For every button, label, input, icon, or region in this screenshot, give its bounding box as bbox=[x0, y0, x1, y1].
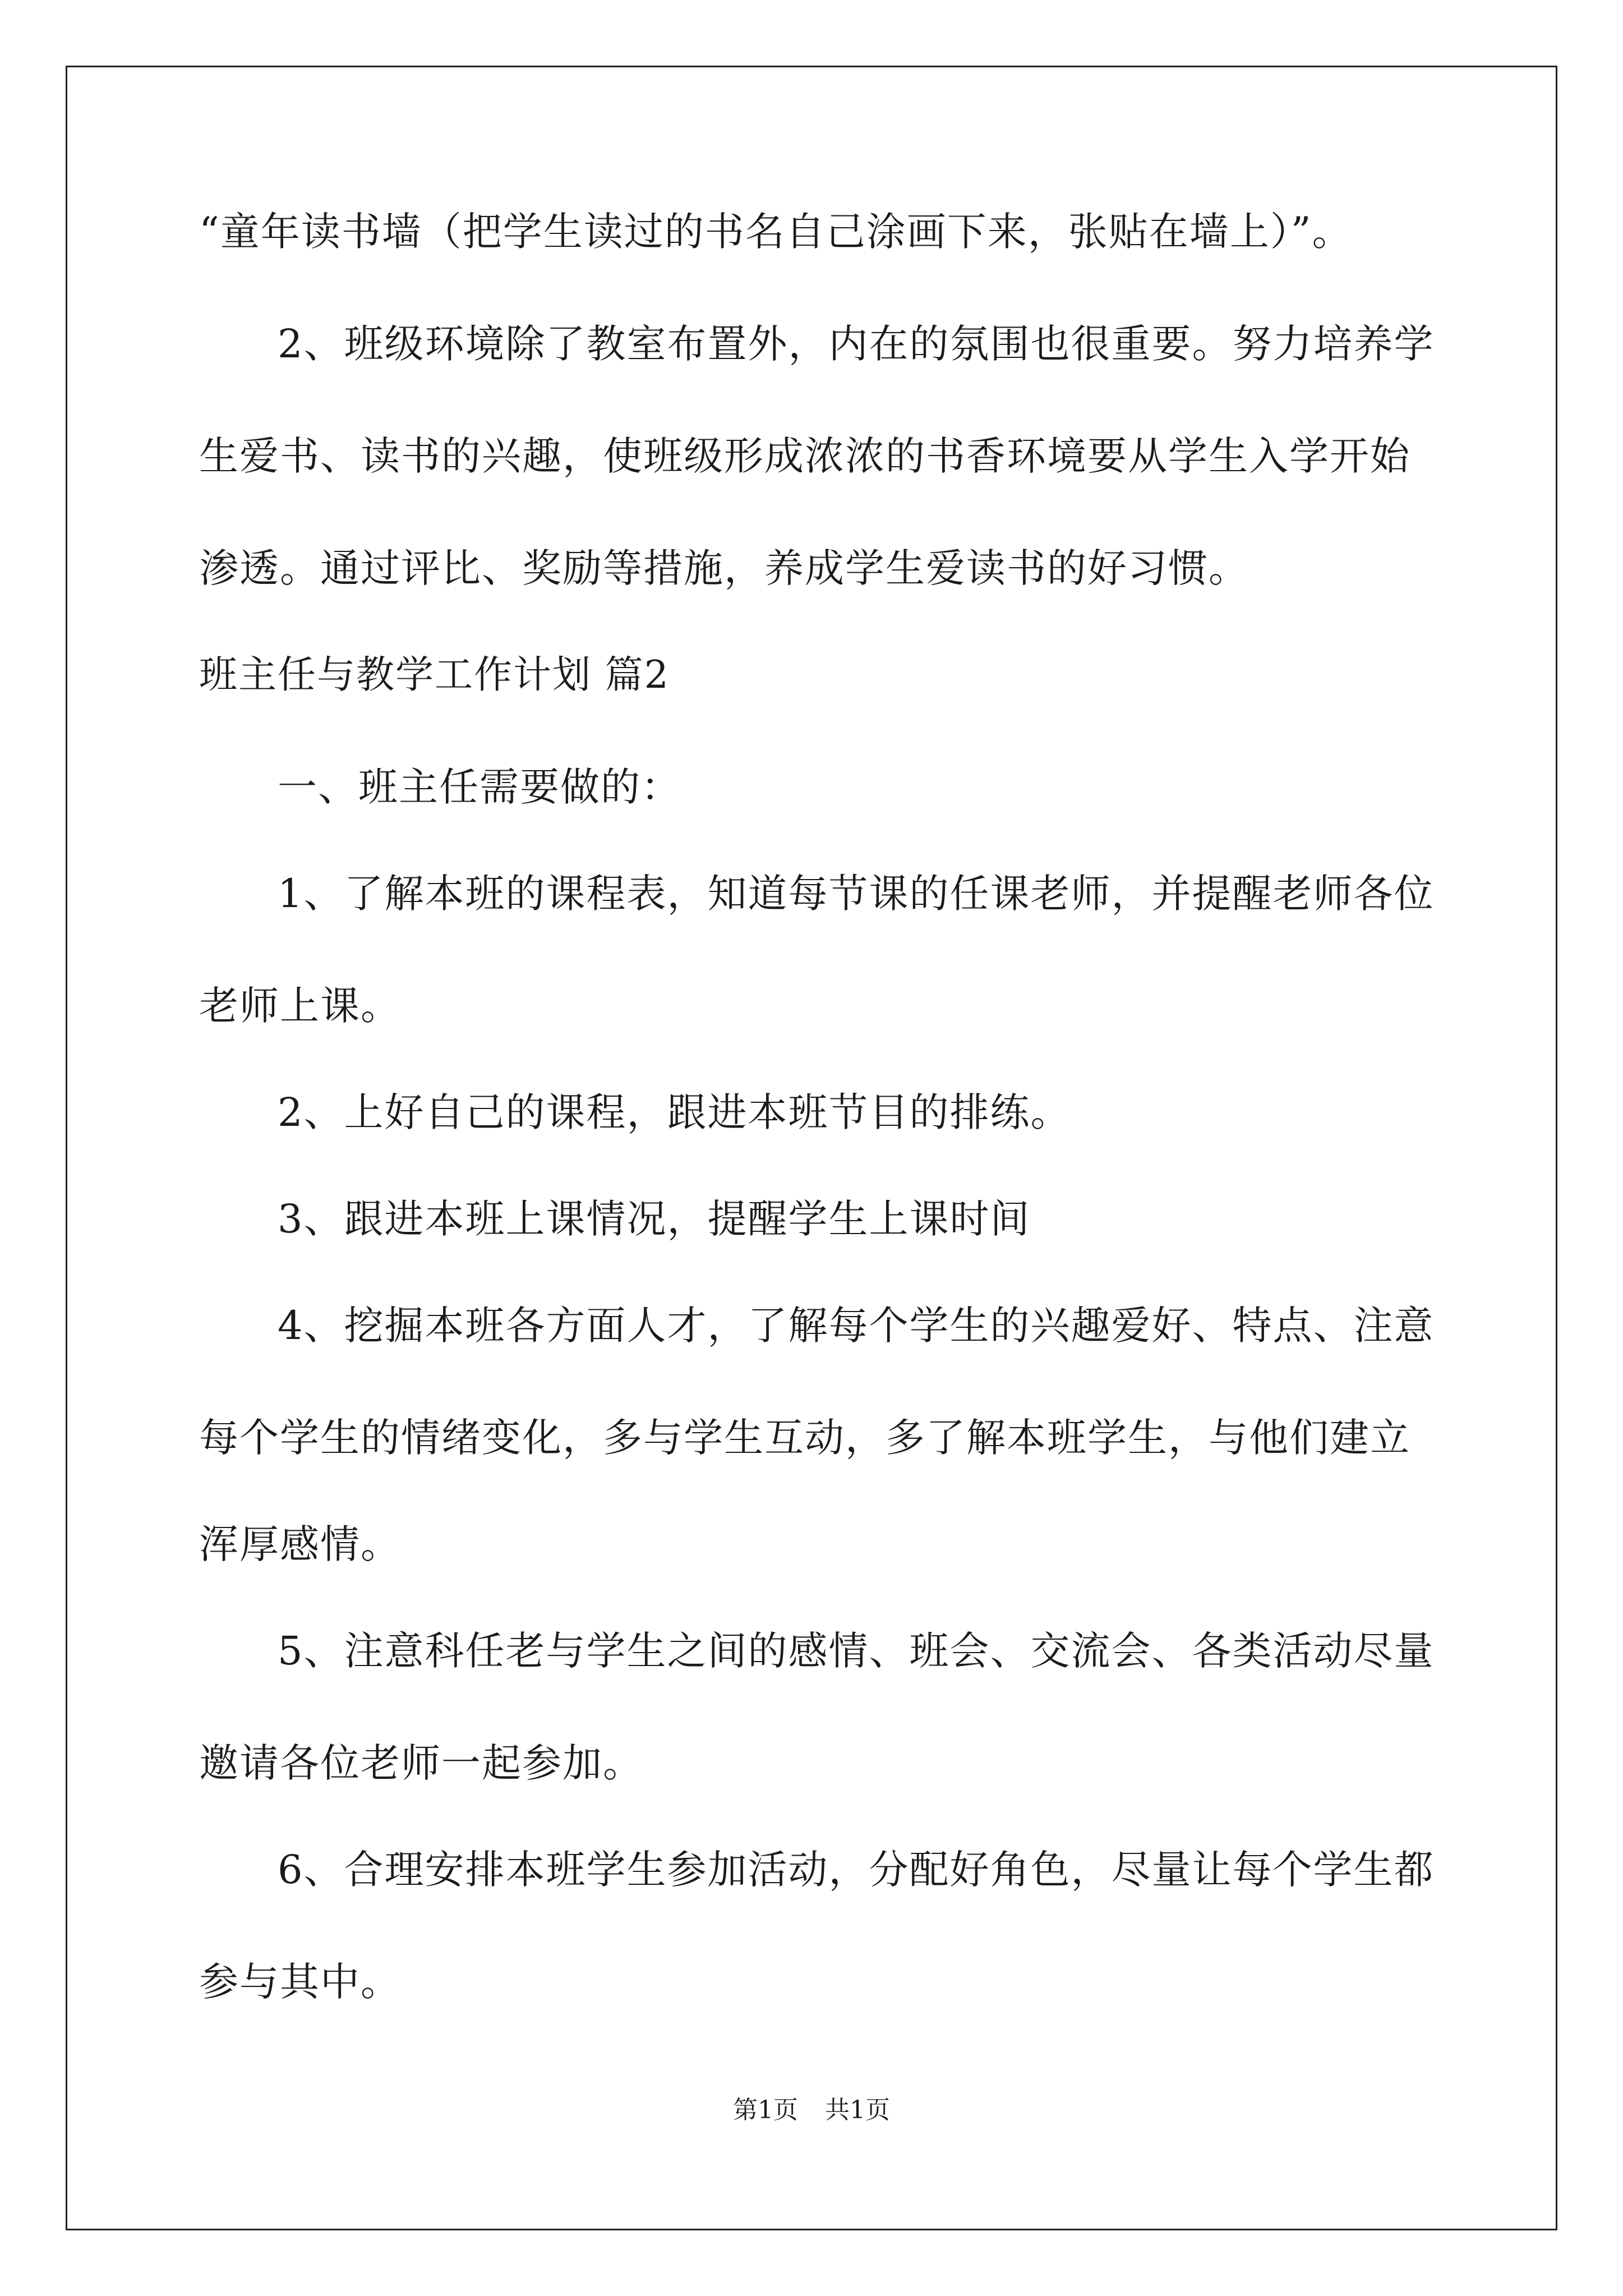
paragraph-line: 1、了解本班的课程表，知道每节课的任课老师，并提醒老师各位 bbox=[278, 871, 1435, 917]
paragraph-line: 2、班级环境除了教室布置外，内在的氛围也很重要。努力培养学 bbox=[278, 321, 1435, 367]
paragraph-line: 邀请各位老师一起参加。 bbox=[199, 1740, 643, 1786]
page-number-total: 共1页 bbox=[825, 2096, 890, 2124]
paragraph-line: 一、班主任需要做的： bbox=[278, 764, 681, 810]
paragraph-line: “童年读书墙（把学生读过的书名自己涂画下来，张贴在墙上）”。 bbox=[199, 209, 1353, 255]
paragraph-line: 参与其中。 bbox=[199, 1959, 401, 2005]
page-border bbox=[66, 66, 1557, 2230]
paragraph-line: 渗透。通过评比、奖励等措施，养成学生爱读书的好习惯。 bbox=[199, 545, 1249, 591]
paragraph-line: 老师上课。 bbox=[199, 983, 401, 1029]
paragraph-line: 生爱书、读书的兴趣，使班级形成浓浓的书香环境要从学生入学开始 bbox=[199, 433, 1410, 479]
page-footer bbox=[0, 2098, 1623, 2123]
paragraph-line: 每个学生的情绪变化，多与学生互动，多了解本班学生，与他们建立 bbox=[199, 1415, 1410, 1461]
paragraph-line: 4、挖掘本班各方面人才，了解每个学生的兴趣爱好、特点、注意 bbox=[278, 1303, 1435, 1349]
paragraph-line: 浑厚感情。 bbox=[199, 1521, 401, 1567]
page-number-current: 第1页 bbox=[733, 2096, 798, 2124]
section-heading: 班主任与教学工作计划 篇2 bbox=[199, 653, 670, 697]
paragraph-line: 3、跟进本班上课情况，提醒学生上课时间 bbox=[278, 1196, 1031, 1242]
paragraph-line: 5、注意科任老与学生之间的感情、班会、交流会、各类活动尽量 bbox=[278, 1628, 1435, 1674]
paragraph-line: 2、上好自己的课程，跟进本班节目的排练。 bbox=[278, 1089, 1071, 1135]
paragraph-line: 6、合理安排本班学生参加活动，分配好角色，尽量让每个学生都 bbox=[278, 1847, 1435, 1893]
